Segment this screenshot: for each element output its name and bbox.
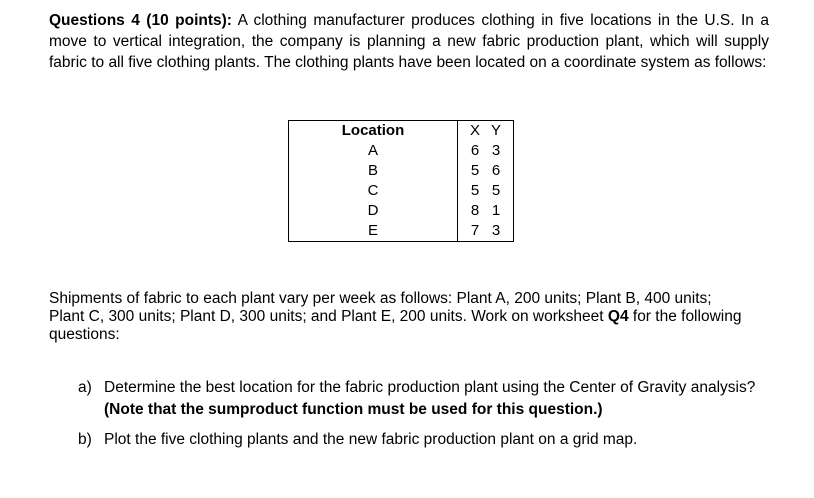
table-row: [289, 161, 514, 181]
table-row: [289, 221, 514, 242]
cell-location: A: [289, 141, 458, 161]
cell-x: 5: [470, 182, 480, 199]
cell-x: 6: [470, 142, 480, 159]
header-location: Location: [289, 121, 458, 142]
shipments-text: Shipments of fabric to each plant vary per week as follows: Plant A, 200 units; Plant B, 400 units; Plant C, 300 units; Plant D, 300 units; and Plant E, 200 units. Work on worksheet: [49, 290, 712, 325]
list-item: [78, 429, 768, 451]
part-text: [104, 429, 637, 451]
cell-location: B: [289, 161, 458, 181]
question-parts: [78, 377, 768, 459]
table-row: [289, 201, 514, 221]
shipments-paragraph: [49, 290, 749, 344]
table-row: [289, 181, 514, 201]
cell-y: 6: [491, 162, 501, 179]
cell-y: 1: [491, 202, 501, 219]
part-text: [104, 377, 768, 421]
cell-x: 7: [470, 222, 480, 239]
question-intro: [49, 10, 769, 73]
part-marker: b): [78, 431, 92, 448]
list-item: [78, 377, 768, 421]
table-header-row: [289, 121, 514, 142]
table-row: [289, 141, 514, 161]
part-marker: a): [78, 379, 92, 396]
question-heading: Questions 4 (10 points):: [49, 12, 232, 29]
cell-x: 5: [470, 162, 480, 179]
part-a-text: Determine the best location for the fabric production plant using the Center of Gravity analysis?: [104, 379, 756, 396]
worksheet-name: Q4: [607, 308, 629, 325]
cell-location: D: [289, 201, 458, 221]
cell-x: 8: [470, 202, 480, 219]
part-a-note: (Note that the sumproduct function must be used for this question.): [104, 401, 603, 418]
header-y: Y: [490, 122, 501, 139]
question-intro-text: A clothing manufacturer produces clothing in five locations in the U.S. In a move to vertical integration, the company is planning a new fabric production plant, which will supply fabric to all five clothing plants. The clothing plants have been located on a coordinate system as follows:: [49, 12, 769, 71]
cell-location: C: [289, 181, 458, 201]
cell-y: 5: [491, 182, 501, 199]
part-b-text: Plot the five clothing plants and the new fabric production plant on a grid map.: [104, 431, 638, 448]
cell-y: 3: [491, 222, 501, 239]
cell-y: 3: [491, 142, 501, 159]
location-table: [288, 120, 514, 242]
shipments-suffix: for the following questions:: [49, 308, 742, 343]
cell-location: E: [289, 221, 458, 242]
header-x: X: [469, 122, 480, 139]
